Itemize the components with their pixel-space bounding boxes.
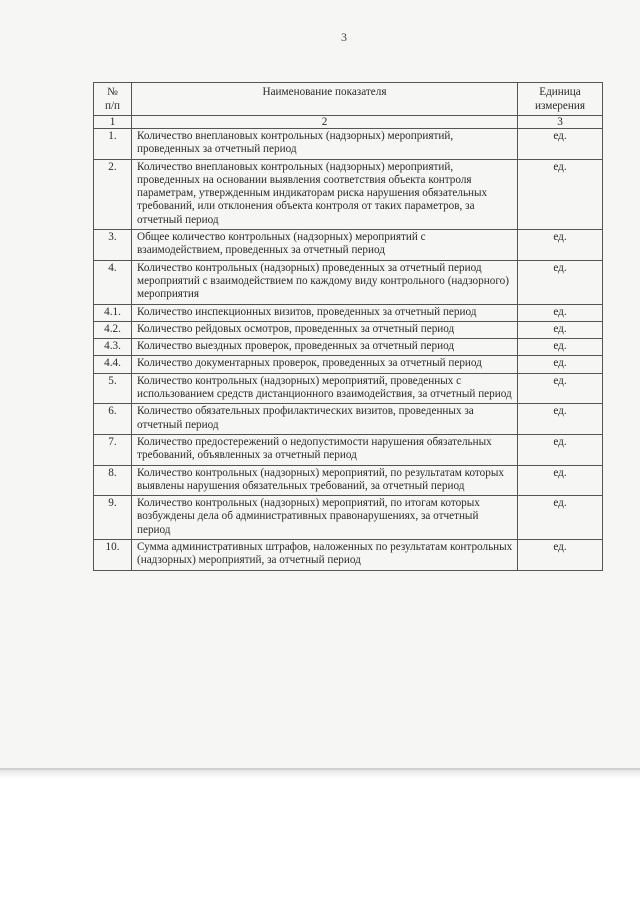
row-unit: ед.: [518, 404, 603, 435]
row-number: 4.: [94, 260, 132, 304]
page-number: 3: [341, 30, 347, 44]
row-unit: ед.: [518, 159, 603, 229]
row-indicator-name: Количество контрольных (надзорных) мероприятий, по итогам которых возбуждены дела об административных правонарушениях, за отчетный период: [132, 496, 518, 540]
row-number: 2.: [94, 159, 132, 229]
row-number: 4.2.: [94, 321, 132, 338]
table-row: [94, 339, 603, 356]
row-unit: ед.: [518, 496, 603, 540]
table-row: [94, 260, 603, 304]
row-unit: ед.: [518, 465, 603, 496]
table-row: [94, 129, 603, 160]
table-row: [94, 373, 603, 404]
row-indicator-name: Количество внеплановых контрольных (надзорных) мероприятий, проведенных за отчетный период: [132, 129, 518, 160]
table-header-row: [94, 83, 603, 116]
row-number: 8.: [94, 465, 132, 496]
header-unit-line1: Единица: [539, 86, 581, 98]
row-number: 1.: [94, 129, 132, 160]
row-unit: ед.: [518, 339, 603, 356]
row-number: 10.: [94, 540, 132, 571]
table-row: [94, 159, 603, 229]
column-index-1: 1: [94, 116, 132, 129]
table-row: [94, 321, 603, 338]
column-index-3: 3: [518, 116, 603, 129]
row-number: 4.4.: [94, 356, 132, 373]
row-unit: ед.: [518, 304, 603, 321]
table-row: [94, 356, 603, 373]
row-indicator-name: Количество инспекционных визитов, проведенных за отчетный период: [132, 304, 518, 321]
header-number-line2: п/п: [104, 99, 121, 112]
header-indicator-name: Наименование показателя: [132, 83, 518, 116]
table-row: [94, 540, 603, 571]
row-indicator-name: Общее количество контрольных (надзорных) мероприятий с взаимодействием, проведенных за отчетный период: [132, 230, 518, 261]
row-indicator-name: Количество выездных проверок, проведенных за отчетный период: [132, 339, 518, 356]
row-number: 5.: [94, 373, 132, 404]
row-unit: ед.: [518, 230, 603, 261]
row-number: 3.: [94, 230, 132, 261]
table-row: [94, 230, 603, 261]
row-number: 9.: [94, 496, 132, 540]
row-indicator-name: Сумма административных штрафов, наложенных по результатам контрольных (надзорных) мероприятий, за отчетный период: [132, 540, 518, 571]
header-unit-line2: измерения: [535, 99, 585, 112]
row-unit: ед.: [518, 434, 603, 465]
table-row: [94, 304, 603, 321]
row-number: 6.: [94, 404, 132, 435]
row-number: 7.: [94, 434, 132, 465]
row-indicator-name: Количество предостережений о недопустимости нарушения обязательных требований, объявленных за отчетный период: [132, 434, 518, 465]
row-indicator-name: Количество контрольных (надзорных) мероприятий, проведенных с использованием средств дистанционного взаимодействия, за отчетный период: [132, 373, 518, 404]
row-indicator-name: Количество рейдовых осмотров, проведенных за отчетный период: [132, 321, 518, 338]
row-unit: ед.: [518, 129, 603, 160]
indicators-table: [93, 82, 603, 571]
column-index-row: [94, 116, 603, 129]
row-unit: ед.: [518, 373, 603, 404]
column-index-2: 2: [132, 116, 518, 129]
table-row: [94, 404, 603, 435]
row-number: 4.1.: [94, 304, 132, 321]
header-unit: [518, 83, 603, 116]
header-number: [94, 83, 132, 116]
header-number-line1: №: [107, 86, 118, 98]
table-row: [94, 465, 603, 496]
row-unit: ед.: [518, 540, 603, 571]
row-unit: ед.: [518, 260, 603, 304]
table-row: [94, 434, 603, 465]
row-indicator-name: Количество контрольных (надзорных) проведенных за отчетный период мероприятий с взаимодействием по каждому виду контрольного (надзорного) мероприятия: [132, 260, 518, 304]
row-indicator-name: Количество контрольных (надзорных) мероприятий, по результатам которых выявлены нарушения обязательных требований, за отчетный период: [132, 465, 518, 496]
row-indicator-name: Количество обязательных профилактических визитов, проведенных за отчетный период: [132, 404, 518, 435]
row-unit: ед.: [518, 321, 603, 338]
table-row: [94, 496, 603, 540]
row-unit: ед.: [518, 356, 603, 373]
row-number: 4.3.: [94, 339, 132, 356]
row-indicator-name: Количество внеплановых контрольных (надзорных) мероприятий, проведенных на основании выявления соответствия объекта контроля параметрам, утвержденным индикаторам риска нарушения обязательных требований, или отклонения объекта контроля от таких параметров, за отчетный период: [132, 159, 518, 229]
row-indicator-name: Количество документарных проверок, проведенных за отчетный период: [132, 356, 518, 373]
